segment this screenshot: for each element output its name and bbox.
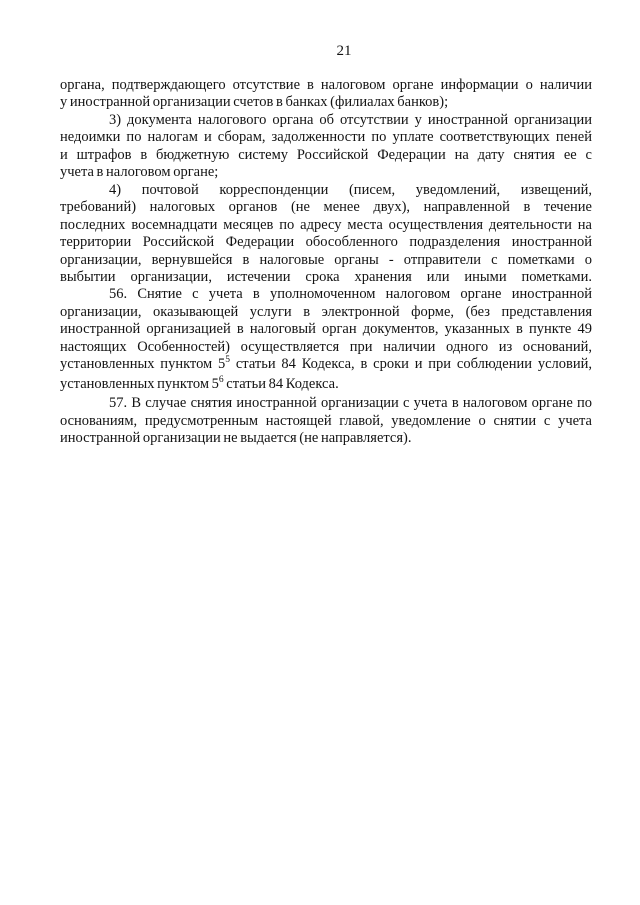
paragraph-item-4 bbox=[60, 182, 592, 287]
document-body bbox=[60, 77, 592, 448]
text-line: основаниям, предусмотренным настоящей главой, уведомление о снятии с учета bbox=[60, 412, 592, 429]
text-line: требований) налоговых органов (не менее двух), направленной в течение bbox=[60, 199, 592, 216]
text-line: иностранной организацией в налоговый орган документов, указанных в пункте 49 bbox=[60, 321, 592, 338]
text-line: 56. Снятие с учета в уполномоченном налоговом органе иностранной bbox=[109, 286, 592, 303]
paragraph-57 bbox=[60, 395, 592, 447]
paragraph-continuation bbox=[60, 77, 592, 112]
text-line: и штрафов в бюджетную систему Российской Федерации на дату снятия ее с bbox=[60, 146, 592, 163]
text-line: 57. В случае снятия иностранной организации с учета в налоговом органе по bbox=[109, 395, 592, 412]
line-text-tail: статьи 84 Кодекса. bbox=[223, 375, 339, 392]
text-line: организации, оказывающей услуги в электронной форме, (без представления bbox=[60, 303, 592, 320]
text-line: недоимки по налогам и сборам, задолженности по уплате соответствующих пеней bbox=[60, 129, 592, 146]
text-line: настоящих Особенностей) осуществляется при наличии одного из оснований, bbox=[60, 338, 592, 355]
text-line: 3) документа налогового органа об отсутствии у иностранной организации bbox=[109, 111, 592, 128]
text-line-with-superscript bbox=[60, 376, 592, 395]
line-text: установленных пунктом 5 bbox=[60, 375, 219, 392]
text-line: последних восемнадцати месяцев по адресу места осуществления деятельности на bbox=[60, 216, 592, 233]
superscript: 6 bbox=[218, 374, 224, 385]
text-line: 4) почтовой корреспонденции (писем, уведомлений, извещений, bbox=[109, 181, 592, 198]
paragraph-item-3 bbox=[60, 112, 592, 182]
text-line-with-superscript bbox=[60, 356, 592, 375]
text-line: иностранной организации не выдается (не направляется). bbox=[60, 430, 412, 447]
line-text-tail: статьи 84 Кодекса, в сроки и при соблюдении условий, bbox=[230, 356, 592, 373]
text-line: организации, вернувшейся в налоговые органы - отправители с пометками о bbox=[60, 251, 592, 268]
text-line: органа, подтверждающего отсутствие в налоговом органе информации о наличии bbox=[60, 77, 592, 93]
text-line: выбытии организации, истечении срока хранения или иными пометками. bbox=[60, 268, 592, 285]
superscript: 5 bbox=[225, 355, 231, 366]
page-number: 21 bbox=[336, 43, 352, 59]
text-line: у иностранной организации счетов в банках (филиалах банков); bbox=[60, 94, 449, 111]
paragraph-56 bbox=[60, 286, 592, 395]
text-line: учета в налоговом органе; bbox=[60, 164, 219, 181]
text-line: территории Российской Федерации обособленного подразделения иностранной bbox=[60, 234, 592, 251]
line-text: установленных пунктом 5 bbox=[60, 356, 226, 373]
